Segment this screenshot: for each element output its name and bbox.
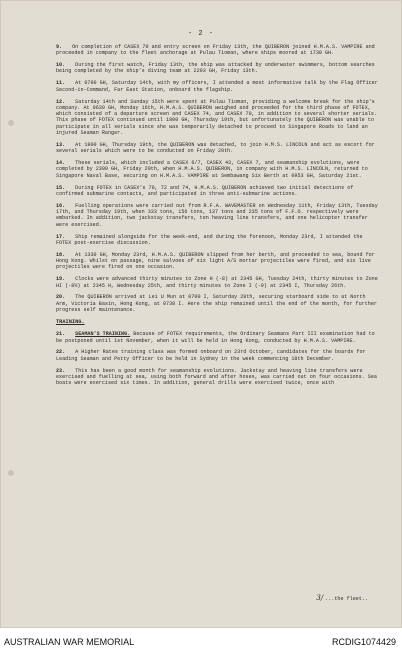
paragraph bbox=[56, 368, 380, 387]
paragraph-number: 18. bbox=[56, 251, 66, 258]
paragraph-text: Because of FOTEX requirements, the Ordinary Seamans Part III examination had to be postponed until 1st November, when it will be held in Hong Kong, conducted by H.M.A.S. VAMPIRE. bbox=[56, 331, 378, 344]
paragraph bbox=[56, 234, 380, 247]
archive-reference: RCDIG1074429 bbox=[331, 637, 396, 647]
archive-name: AUSTRALIAN WAR MEMORIAL bbox=[4, 637, 135, 647]
section-heading: TRAINING. bbox=[56, 318, 85, 325]
paragraph-text: The QUIBERON arrived at Lei U Mun at 0700 I, Saturday 28th, securing starboard side to at North Arm, Victoria Basin, Hong Kong, at 0738 I. Here the ship remained until the end of the month, for further progress self maintenance. bbox=[56, 294, 381, 314]
document-body bbox=[56, 44, 380, 392]
paragraph-text: At 1330 GH, Monday 23rd, H.M.A.S. QUIBERON slipped from her berth, and proceeded to sea, bound for Hong Kong. Whilst on passage, nine salvoes of six light A/S mortar projectiles were fired, and six live projectiles were fired on one occasion. bbox=[56, 251, 378, 271]
paragraph bbox=[56, 276, 380, 289]
paragraph-text: At 1800 GH, Thursday 19th, the QUIBERON was detached, to join H.M.S. LINCOLN and act as escort for several serials which were to be conducted on Friday 20th. bbox=[56, 141, 378, 155]
paragraph-number: 15. bbox=[56, 184, 66, 191]
paragraph-number: 21. bbox=[56, 331, 66, 338]
paragraph-text: Ship remained alongside for the week-end, and during the forenoon, Monday 23rd, I attended the FOTEX post-exercise discussion. bbox=[56, 233, 366, 246]
paragraph-number: 19. bbox=[56, 276, 66, 283]
page-number: - 2 - bbox=[187, 30, 214, 38]
paragraph-number: 13. bbox=[56, 141, 66, 148]
paragraph-number: 12. bbox=[56, 98, 66, 105]
paragraph bbox=[56, 252, 380, 271]
paragraph-number: 17. bbox=[56, 233, 66, 240]
paragraph-number: 10. bbox=[56, 62, 66, 69]
paragraph-number: 9. bbox=[56, 44, 63, 50]
paragraph-text: Clocks were advanced thirty minutes to Zone H (-8) at 2345 GH, Tuesday 24th, thirty minutes to Zone HI (-8½) at 2345 H, Wednesday 25th, and thirty minutes to Zone I (-9) at 2345 I, Thursday 26th. bbox=[56, 276, 381, 289]
paragraph-text: A Higher Rates training class was formed onboard on 23rd October, candidates for the boards for Leading Seaman and Petty Officer to be held in Sydney in the week commencing 18th December. bbox=[56, 349, 369, 362]
punch-hole bbox=[8, 470, 14, 476]
paragraph-text: During FOTEX in CASEX's 70, 72 and 74, H.M.A.S. QUIBERON achieved two initial detections of confirmed submarine contacts, and participated in three anti-submarine actions. bbox=[56, 184, 357, 197]
paragraph bbox=[56, 203, 380, 228]
paragraph-text: Fuelling operations were carried out from R.F.A. WAVEMASTER on Wednesday 11th, Friday 13th, Tuesday 17th, and Thursday 19th, when 333 tons, 156 tons, 137 tons and 235 tons of F.F.O. respectively were embarked. In addition, two jackstay transfers, ten heaving line transfers, and one helicopter transfer were exercised. bbox=[56, 202, 381, 228]
paragraph bbox=[56, 294, 380, 313]
paragraph-number: 14. bbox=[56, 160, 66, 167]
paragraph-text: This has been a good month for seamanship evolutions. Jackstay and heaving line transfers were exercised and fuelling at sea, using both forward and after hoses, was carried out on four occasions. Sea boats were exercised six times. In addition, general drills were exercised twice, once with bbox=[56, 367, 381, 387]
paragraph bbox=[56, 331, 380, 344]
paragraph bbox=[56, 62, 380, 75]
handwritten-page-number: 3/ bbox=[316, 594, 324, 602]
paragraph-list bbox=[56, 44, 380, 313]
archive-footer bbox=[0, 628, 402, 653]
paragraph bbox=[56, 142, 380, 155]
paragraph bbox=[56, 349, 380, 362]
continuation-text: ...the fleet.. bbox=[325, 596, 368, 602]
paragraph-number: 22. bbox=[56, 349, 66, 356]
punch-hole bbox=[8, 120, 14, 126]
paragraph-list-training bbox=[56, 331, 380, 386]
paragraph-text: Saturday 14th and Sunday 15th were spent at Pulau Tioman, providing a welcome break for the ship's company. At 0630 GH, Monday 16th, H.M.A.S. QUIBERON weighed and proceeded for the third phase of FOTEX, which consisted of a departure screen and CASEX 74, and CASEX 70, in addition to several shorter serials. This phase of FOTEX continued until 1800 GH, Thursday 19th, but unfortunately the QUIBERON was unable to participate in all serials since she was temporarily detached to proceed to Singapore Roads to land an injured Seaman Ranger. bbox=[56, 98, 381, 137]
paragraph-number: 20. bbox=[56, 294, 66, 301]
paragraph-number: 11. bbox=[56, 80, 66, 87]
paragraph-subheading: SEAMAN'S TRAINING. bbox=[75, 331, 131, 338]
paragraph-text: On completion of CASEX 70 and entry screen on Friday 13th, the QUIBERON joined H.M.A.S. VAMPIRE and proceeded in company to the fleet anchorage at Pulau Tioman, where ships moored at 1730 GH. bbox=[56, 44, 378, 57]
paragraph-text: At 0700 GH, Saturday 14th, with my officers, I attended a most informative talk by the Flag Officer Second-in-Command, Far East Station, onboard the flagship. bbox=[56, 80, 381, 93]
continuation-note bbox=[316, 594, 368, 602]
paragraph-number: 16. bbox=[56, 202, 66, 209]
paragraph-number: 23. bbox=[56, 367, 66, 374]
paragraph bbox=[56, 99, 380, 137]
paragraph-text: These serials, which included a CASEX 6/7, CASEX 43, CASEX 7, and seamanship evolutions, were completed by 2300 GH, Friday 20th, when H.M.A.S. QUIBERON, in company with H.M.S. LINCOLN, returned to Singapore Naval Base, securing on H.M.A.S. VAMPIRE at Sembawang Six Berth at 0953 GH, Saturday 21st. bbox=[56, 160, 371, 179]
paragraph-text: During the first watch, Friday 13th, the ship was attacked by underwater swimmers, bottom searches being completed by the ship's diving team at 2203 GH, Friday 13th. bbox=[56, 62, 378, 75]
paragraph bbox=[56, 80, 380, 93]
paragraph bbox=[56, 160, 380, 179]
paragraph bbox=[56, 185, 380, 198]
paragraph bbox=[56, 44, 380, 57]
